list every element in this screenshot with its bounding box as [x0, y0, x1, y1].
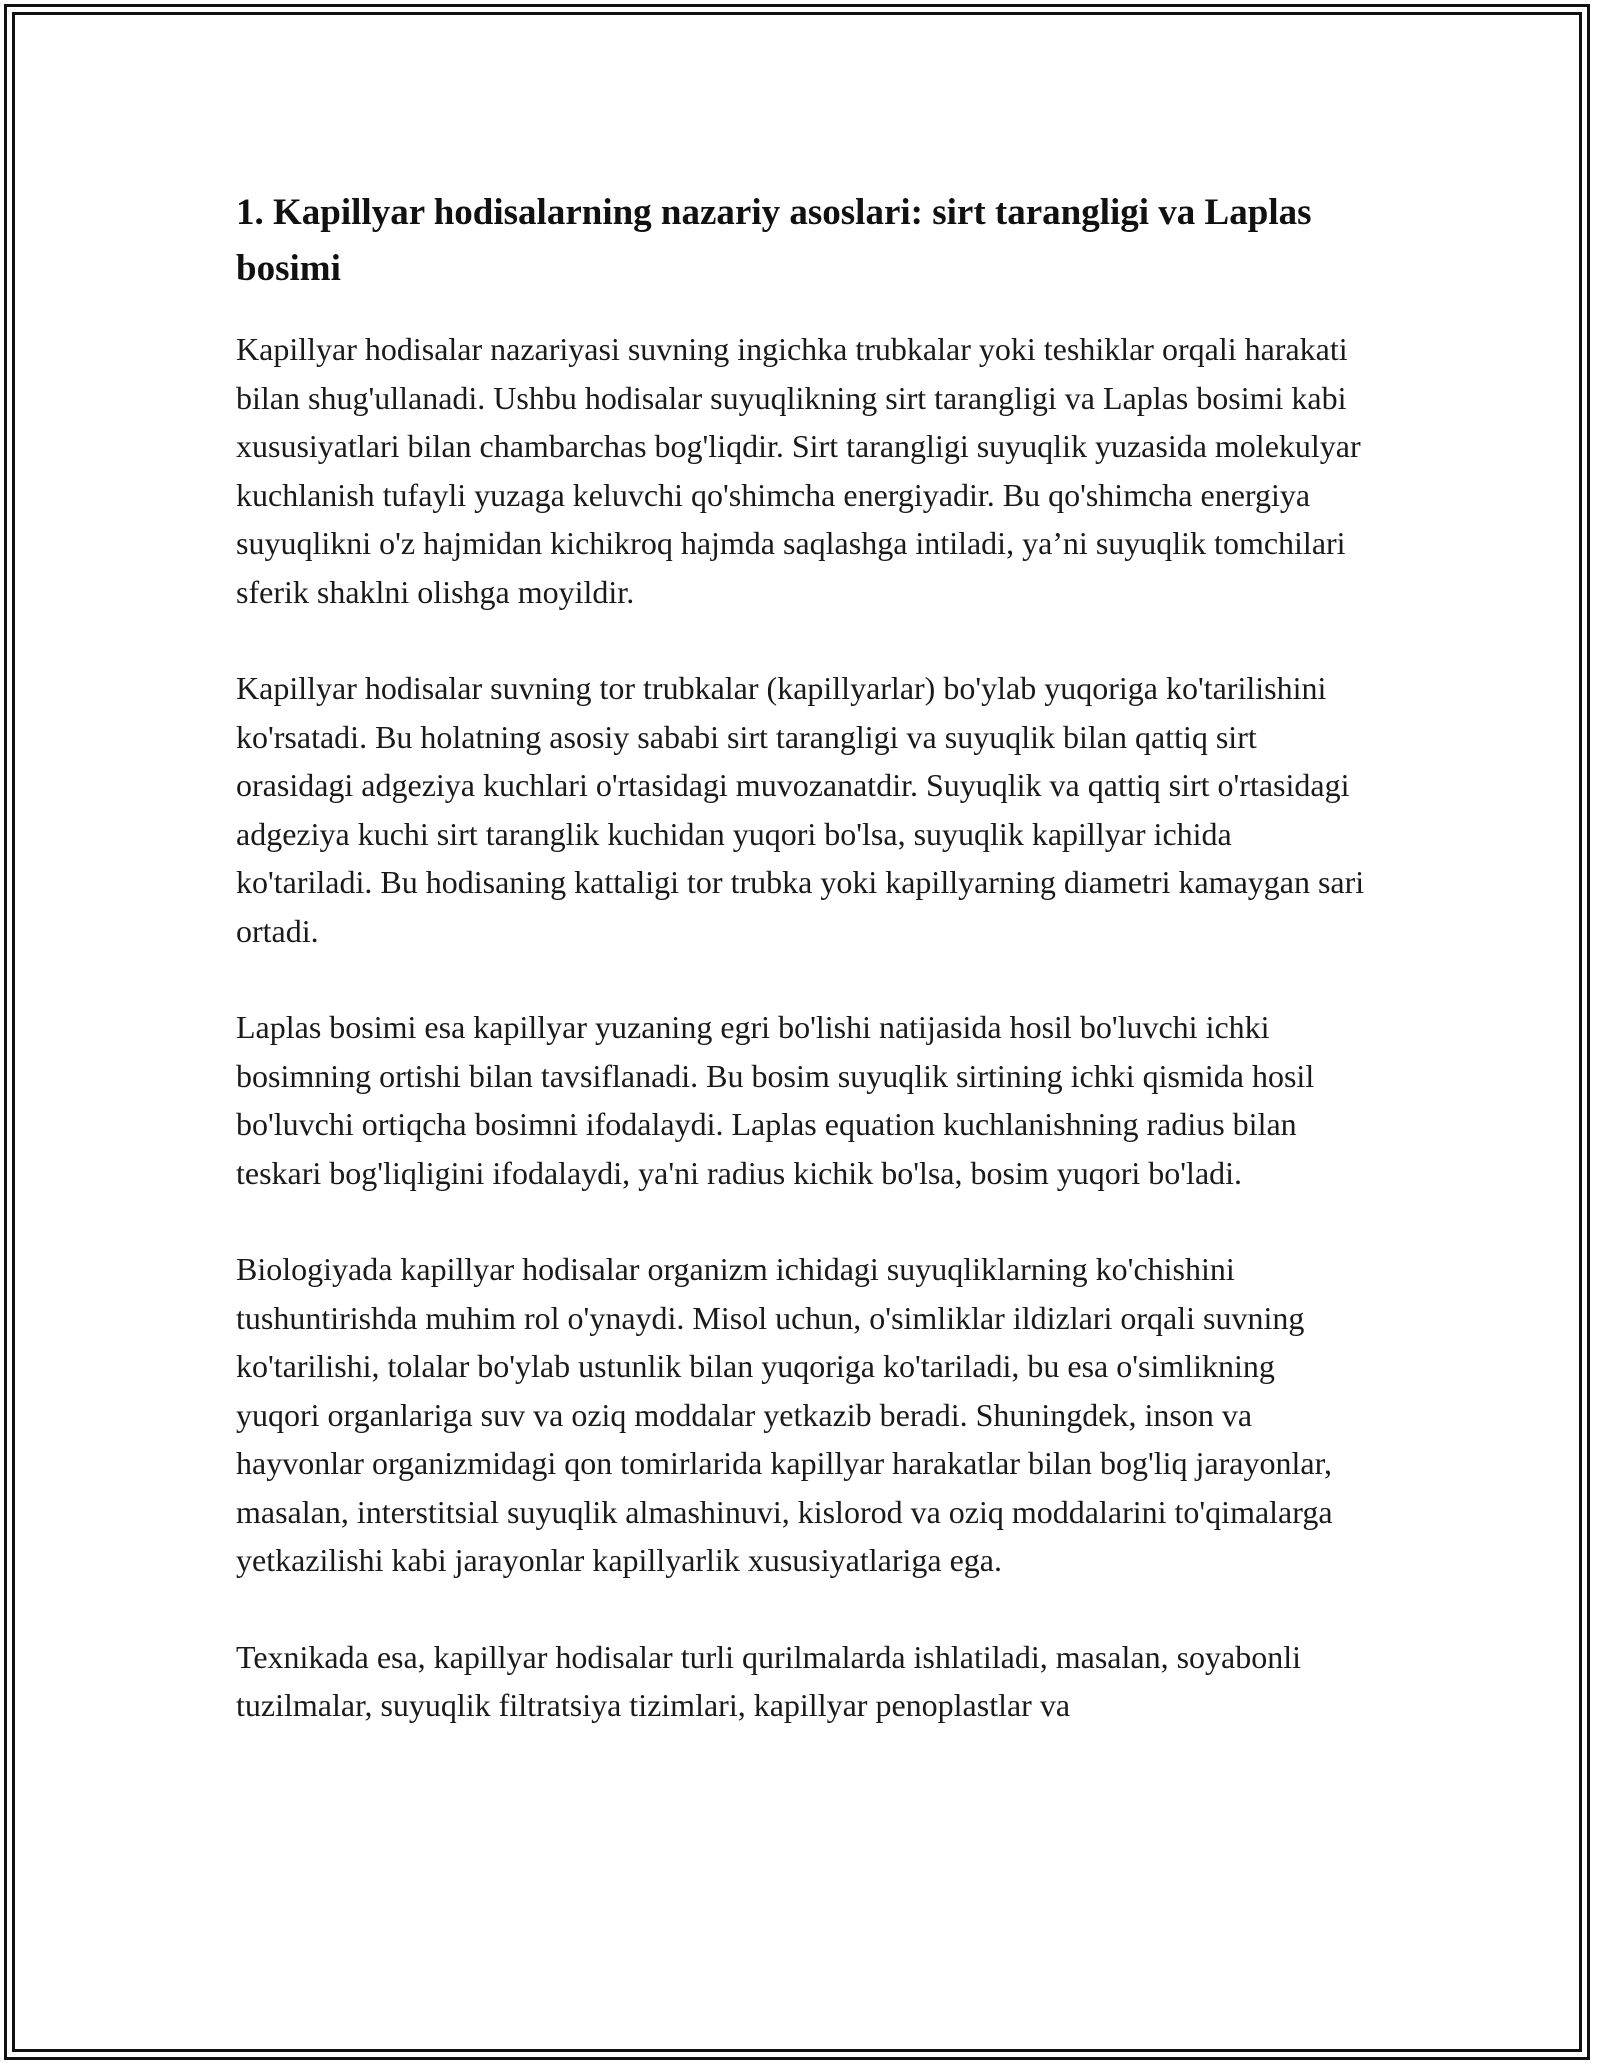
- document-body: [236, 185, 1366, 1778]
- paragraph-surface-tension: Kapillyar hodisalar nazariyasi suvning ingichka trubkalar yoki teshiklar orqali harakati bilan shug'ullanadi. Ushbu hodisalar suyuqlikning sirt tarangligi va Laplas bosimi kabi xususiyatlari bilan chambarchas bog'liqdir. Sirt tarangligi suyuqlik yuzasida molekulyar kuchlanish tufayli yuzaga keluvchi qo'shimcha energiyadir. Bu qo'shimcha energiya suyuqlikni o'z hajmidan kichikroq hajmda saqlashga intiladi, ya’ni suyuqlik tomchilari sferik shaklni olishga moyildir.: [236, 331, 1361, 610]
- paragraph-technology: Texnikada esa, kapillyar hodisalar turli qurilmalarda ishlatiladi, masalan, soyabonli tuzilmalar, suyuqlik filtratsiya tizimlari, kapillyar penoplastlar va: [236, 1638, 1301, 1723]
- paragraph-capillary-rise: Kapillyar hodisalar suvning tor trubkalar (kapillyarlar) bo'ylab yuqoriga ko'tarilishini ko'rsatadi. Bu holatning asosiy sababi sirt tarangligi va suyuqlik bilan qattiq sirt orasidagi adgeziya kuchlari o'rtasidagi muvozanatdir. Suyuqlik va qattiq sirt o'rtasidagi adgeziya kuchi sirt taranglik kuchidan yuqori bo'lsa, suyuqlik kapillyar ichida ko'tariladi. Bu hodisaning kattaligi tor trubka yoki kapillyarning diametri kamaygan sari ortadi.: [236, 670, 1365, 949]
- paragraph-biology: Biologiyada kapillyar hodisalar organizm ichidagi suyuqliklarning ko'chishini tushuntirishda muhim rol o'ynaydi. Misol uchun, o'simliklar ildizlari orqali suvning ko'tarilishi, tolalar bo'ylab ustunlik bilan yuqoriga ko'tariladi, bu esa o'simlikning yuqori organlariga suv va oziq moddalar yetkazib beradi. Shuningdek, inson va hayvonlar organizmidagi qon tomirlarida kapillyar harakatlar bilan bog'liq jarayonlar, masalan, interstitsial suyuqlik almashinuvi, kislorod va oziq moddalarini to'qimalarga yetkazilishi kabi jarayonlar kapillyarlik xususiyatlariga ega.: [236, 1251, 1333, 1578]
- paragraph-laplace-pressure: Laplas bosimi esa kapillyar yuzaning egri bo'lishi natijasida hosil bo'luvchi ichki bosimning ortishi bilan tavsiflanadi. Bu bosim suyuqlik sirtining ichki qismida hosil bo'luvchi ortiqcha bosimni ifodalaydi. Laplas equation kuchlanishning radius bilan teskari bog'liqligini ifodalaydi, ya'ni radius kichik bo'lsa, bosim yuqori bo'ladi.: [236, 1009, 1315, 1191]
- section-heading: 1. Kapillyar hodisalarning nazariy asoslari: sirt tarangligi va Laplas bosimi: [236, 192, 1312, 289]
